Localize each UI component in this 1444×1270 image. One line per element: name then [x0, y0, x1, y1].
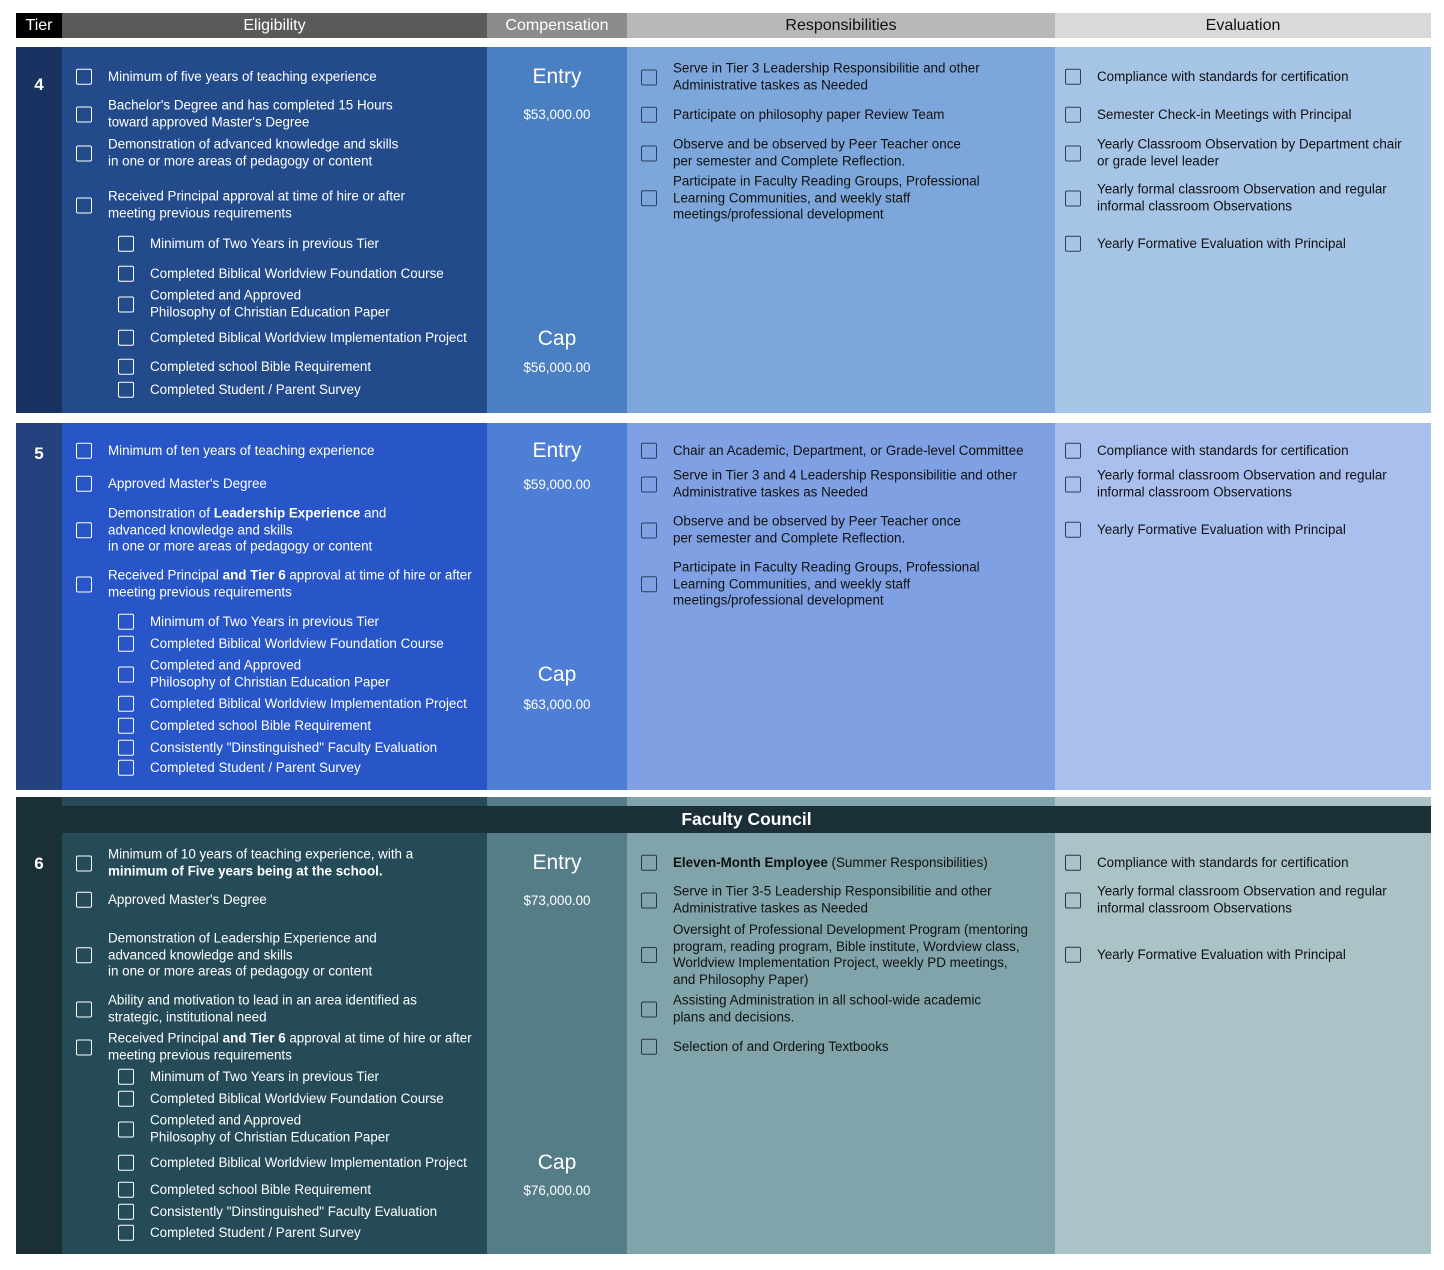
banner-strip [487, 797, 627, 806]
tier-5-band [16, 423, 1431, 790]
checkbox[interactable] [641, 145, 657, 161]
responsibility-item [641, 137, 961, 170]
checkbox[interactable] [118, 636, 134, 652]
tier-6-compensation [487, 797, 627, 1254]
eligibility-item [76, 993, 417, 1026]
eligibility-item [118, 658, 390, 691]
header-eligibility: Eligibility [62, 13, 487, 38]
checkbox[interactable] [641, 190, 657, 206]
cap-label: Cap [537, 1151, 577, 1174]
entry-value: $73,000.00 [523, 893, 591, 908]
eligibility-item-text: Completed Biblical Worldview Implementation Project [150, 1154, 467, 1170]
cap-value: $76,000.00 [523, 1183, 591, 1198]
tier-6-eligibility [62, 797, 487, 1254]
eligibility-item-text: Completed Biblical Worldview Implementation Project [150, 695, 467, 711]
tier-4-compensation [487, 47, 627, 413]
checkbox[interactable] [118, 382, 134, 398]
eligibility-item [118, 1225, 361, 1242]
tier-5-evaluation [1055, 423, 1431, 790]
checkbox[interactable] [1065, 443, 1081, 459]
tier-4-eligibility [62, 47, 487, 413]
eligibility-item-text: Demonstration of advanced knowledge and skills in one or more areas of pedagogy or content [108, 136, 399, 168]
eligibility-item-text: Completed school Bible Requirement [150, 1181, 372, 1197]
eligibility-item-text: Received Principal approval at time of hire or after meeting previous requirements [108, 188, 405, 220]
eligibility-item-text: Minimum of Two Years in previous Tier [150, 613, 379, 629]
checkbox[interactable] [118, 1155, 134, 1171]
checkbox[interactable] [1065, 947, 1081, 963]
entry-label: Entry [532, 439, 582, 462]
tier-5-number: 5 [34, 444, 44, 463]
tier-5-responsibilities [627, 423, 1055, 790]
eligibility-item [118, 696, 467, 713]
tier-6-number: 6 [34, 854, 44, 873]
eligibility-item [118, 1113, 390, 1146]
checkbox[interactable] [641, 107, 657, 123]
checkbox[interactable] [76, 197, 92, 213]
responsibility-item [641, 443, 1024, 460]
eligibility-item-text: Consistently "Dinstinguished" Faculty Evaluation [150, 1203, 438, 1219]
checkbox[interactable] [76, 106, 92, 122]
cap-value: $63,000.00 [523, 697, 591, 712]
checkbox[interactable] [1065, 892, 1081, 908]
checkbox[interactable] [118, 1121, 134, 1137]
tier-4-evaluation [1055, 47, 1431, 413]
responsibility-item-text: Selection of and Ordering Textbooks [673, 1038, 889, 1054]
checkbox[interactable] [118, 359, 134, 375]
responsibility-item-text: Assisting Administration in all school-wide academic plans and decisions. [673, 992, 982, 1024]
eligibility-item-text: Completed Biblical Worldview Foundation Course [150, 635, 444, 651]
responsibility-item [641, 468, 1017, 501]
checkbox[interactable] [1065, 145, 1081, 161]
checkbox[interactable] [76, 476, 92, 492]
evaluation-item-text: Yearly Formative Evaluation with Principal [1097, 521, 1346, 537]
eligibility-item-text: Completed school Bible Requirement [150, 717, 372, 733]
eligibility-item-text: Approved Master's Degree [108, 475, 267, 491]
eligibility-item [76, 847, 413, 880]
eligibility-item-text: Completed and Approved Philosophy of Christian Education Paper [150, 287, 390, 319]
eligibility-item [76, 189, 405, 222]
responsibility-item-text: Participate in Faculty Reading Groups, Professional Learning Communities, and weekly staff meetings/professional development [673, 559, 980, 608]
checkbox[interactable] [1065, 855, 1081, 871]
eligibility-item-text: Completed Biblical Worldview Foundation Course [150, 265, 444, 281]
evaluation-item [1065, 69, 1349, 86]
checkbox[interactable] [118, 296, 134, 312]
checkbox[interactable] [76, 69, 92, 85]
checkbox[interactable] [641, 476, 657, 492]
checkbox[interactable] [76, 892, 92, 908]
eligibility-item [76, 1031, 472, 1064]
faculty-council-banner: Faculty Council [62, 806, 1431, 833]
checkbox[interactable] [118, 1182, 134, 1198]
cap-label: Cap [537, 663, 577, 686]
checkbox[interactable] [118, 614, 134, 630]
evaluation-item [1065, 855, 1349, 872]
evaluation-item [1065, 522, 1346, 539]
eligibility-item-text: Minimum of Two Years in previous Tier [150, 235, 379, 251]
header-tier: Tier [16, 13, 62, 38]
evaluation-item-text: Yearly formal classroom Observation and regular informal classroom Observations [1097, 467, 1387, 499]
evaluation-item [1065, 884, 1387, 917]
checkbox[interactable] [76, 145, 92, 161]
evaluation-item-text: Yearly formal classroom Observation and regular informal classroom Observations [1097, 181, 1387, 213]
eligibility-item-text: Approved Master's Degree [108, 891, 267, 907]
checkbox[interactable] [641, 522, 657, 538]
checkbox[interactable] [118, 666, 134, 682]
eligibility-item-text: Minimum of Two Years in previous Tier [150, 1068, 379, 1084]
eligibility-item [76, 930, 377, 980]
responsibility-item-text: Serve in Tier 3-5 Leadership Responsibilitie and other Administrative taskes as Needed [673, 883, 992, 915]
banner-strip [62, 797, 487, 806]
eligibility-item-text: Received Principal and Tier 6 approval at time of hire or after meeting previous requirements [108, 567, 472, 599]
eligibility-item [118, 740, 437, 757]
tier-5-compensation [487, 423, 627, 790]
header-evaluation: Evaluation [1055, 13, 1431, 38]
eligibility-item [76, 476, 267, 493]
evaluation-item-text: Compliance with standards for certification [1097, 442, 1349, 458]
eligibility-item [76, 505, 386, 555]
checkbox[interactable] [1065, 69, 1081, 85]
eligibility-item [76, 892, 267, 909]
checkbox[interactable] [118, 330, 134, 346]
checkbox[interactable] [118, 1204, 134, 1220]
checkbox[interactable] [641, 892, 657, 908]
cap-value: $56,000.00 [523, 360, 591, 375]
tier-4-responsibilities [627, 47, 1055, 413]
eligibility-item [118, 359, 371, 376]
evaluation-item-text: Compliance with standards for certification [1097, 68, 1349, 84]
checkbox[interactable] [1065, 107, 1081, 123]
responsibility-item [641, 559, 980, 609]
eligibility-item [118, 266, 444, 283]
eligibility-item-text: Consistently "Dinstinguished" Faculty Evaluation [150, 739, 438, 755]
checkbox[interactable] [118, 266, 134, 282]
responsibility-item [641, 922, 1028, 988]
eligibility-item [118, 1091, 444, 1108]
evaluation-item [1065, 947, 1346, 964]
checkbox[interactable] [1065, 190, 1081, 206]
eligibility-item [118, 614, 379, 631]
responsibility-item [641, 61, 980, 94]
tier-6-evaluation [1055, 797, 1431, 1254]
evaluation-item-text: Semester Check-in Meetings with Principal [1097, 106, 1352, 122]
checkbox[interactable] [76, 947, 92, 963]
entry-value: $59,000.00 [523, 477, 591, 492]
eligibility-item-text: Demonstration of Leadership Experience and advanced knowledge and skills in one or more areas of pedagogy or content [108, 930, 377, 979]
responsibility-item-text: Observe and be observed by Peer Teacher once per semester and Complete Reflection. [673, 136, 961, 168]
checkbox[interactable] [641, 69, 657, 85]
checkbox[interactable] [641, 443, 657, 459]
checkbox[interactable] [118, 718, 134, 734]
eligibility-item [118, 382, 361, 399]
evaluation-item-text: Yearly formal classroom Observation and regular informal classroom Observations [1097, 883, 1387, 915]
evaluation-item [1065, 107, 1352, 124]
eligibility-item-text: Minimum of ten years of teaching experience [108, 442, 375, 458]
eligibility-item [118, 1069, 379, 1086]
responsibility-item-text: Participate on philosophy paper Review Team [673, 106, 945, 122]
eligibility-item-text: Demonstration of Leadership Experience and advanced knowledge and skills in one or more areas of pedagogy or content [108, 505, 387, 554]
checkbox[interactable] [641, 576, 657, 592]
checkbox[interactable] [118, 1069, 134, 1085]
eligibility-item-text: Completed Biblical Worldview Foundation Course [150, 1090, 444, 1106]
eligibility-item-text: Bachelor's Degree and has completed 15 Hours toward approved Master's Degree [108, 97, 393, 129]
checkbox[interactable] [641, 947, 657, 963]
checkbox[interactable] [118, 1091, 134, 1107]
responsibility-item [641, 514, 961, 547]
evaluation-item [1065, 443, 1349, 460]
responsibility-item-text: Serve in Tier 3 Leadership Responsibilitie and other Administrative taskes as Needed [673, 60, 980, 92]
evaluation-item-text: Yearly Classroom Observation by Department chair or grade level leader [1097, 136, 1402, 168]
eligibility-item-text: Minimum of 10 years of teaching experience, with a minimum of Five years being at the school. [108, 846, 414, 878]
checkbox[interactable] [76, 1001, 92, 1017]
evaluation-item-text: Yearly Formative Evaluation with Principal [1097, 946, 1346, 962]
eligibility-item-text: Completed and Approved Philosophy of Christian Education Paper [150, 1112, 390, 1144]
responsibility-item [641, 855, 988, 872]
entry-label: Entry [532, 65, 582, 88]
eligibility-item [76, 98, 393, 131]
checkbox[interactable] [1065, 476, 1081, 492]
tier-6-band [16, 797, 1431, 1254]
eligibility-item-text: Received Principal and Tier 6 approval at time of hire or after meeting previous requirements [108, 1030, 472, 1062]
eligibility-item [76, 137, 398, 170]
entry-label: Entry [532, 851, 582, 874]
eligibility-item [118, 636, 444, 653]
header-responsibilities: Responsibilities [627, 13, 1055, 38]
tier-6-responsibilities [627, 797, 1055, 1254]
eligibility-item [118, 288, 390, 321]
responsibility-item [641, 107, 944, 124]
evaluation-item-text: Compliance with standards for certification [1097, 854, 1349, 870]
responsibility-item [641, 173, 980, 223]
eligibility-item-text: Completed Student / Parent Survey [150, 381, 361, 397]
banner-strip [1055, 797, 1431, 806]
responsibility-item-text: Observe and be observed by Peer Teacher once per semester and Complete Reflection. [673, 513, 961, 545]
responsibility-item [641, 1039, 889, 1056]
checkbox[interactable] [76, 1039, 92, 1055]
eligibility-item [118, 1155, 467, 1172]
evaluation-item [1065, 468, 1387, 501]
checkbox[interactable] [118, 696, 134, 712]
checkbox[interactable] [76, 522, 92, 538]
checkbox[interactable] [641, 1001, 657, 1017]
evaluation-item-text: Yearly Formative Evaluation with Principal [1097, 235, 1346, 251]
checkbox[interactable] [118, 1225, 134, 1241]
eligibility-item [76, 568, 472, 601]
eligibility-item [118, 236, 379, 253]
header-compensation: Compensation [487, 13, 627, 38]
eligibility-item [118, 760, 361, 777]
checkbox[interactable] [76, 576, 92, 592]
evaluation-item [1065, 182, 1387, 215]
responsibility-item-text: Serve in Tier 3 and 4 Leadership Responsibilitie and other Administrative taskes as Needed [673, 467, 1017, 499]
evaluation-item [1065, 137, 1402, 170]
checkbox[interactable] [118, 740, 134, 756]
tier-5-eligibility [62, 423, 487, 790]
banner-strip [627, 797, 1055, 806]
entry-value: $53,000.00 [523, 107, 591, 122]
tier-6-column [16, 797, 62, 1254]
eligibility-item-text: Completed school Bible Requirement [150, 358, 372, 374]
eligibility-item [118, 1182, 371, 1199]
tier-4-column [16, 47, 62, 413]
responsibility-item [641, 993, 981, 1026]
eligibility-item-text: Completed and Approved Philosophy of Christian Education Paper [150, 657, 390, 689]
checkbox[interactable] [641, 1039, 657, 1055]
responsibility-item [641, 884, 992, 917]
eligibility-item-text: Completed Student / Parent Survey [150, 1224, 361, 1240]
checkbox[interactable] [1065, 522, 1081, 538]
tier-4-band [16, 47, 1431, 413]
eligibility-item-text: Minimum of five years of teaching experience [108, 68, 377, 84]
tier-5-column [16, 423, 62, 790]
evaluation-item [1065, 236, 1346, 253]
eligibility-item [76, 69, 377, 86]
eligibility-item [76, 443, 374, 460]
eligibility-item-text: Completed Student / Parent Survey [150, 759, 361, 775]
tier-4-number: 4 [34, 75, 44, 94]
responsibility-item-text: Oversight of Professional Development Program (mentoring program, reading program, Bible institute, Wordview class, Worldview Implementation Project, weekly PD meetings, and Philosophy Paper) [673, 922, 1029, 987]
checkbox[interactable] [641, 855, 657, 871]
responsibility-item-text: Eleven-Month Employee (Summer Responsibilities) [673, 854, 988, 870]
checkbox[interactable] [118, 760, 134, 776]
eligibility-item [118, 718, 371, 735]
eligibility-item [118, 1204, 437, 1221]
eligibility-item-text: Ability and motivation to lead in an area identified as strategic, institutional need [108, 992, 417, 1024]
responsibility-item-text: Participate in Faculty Reading Groups, Professional Learning Communities, and weekly staff meetings/professional development [673, 173, 980, 222]
eligibility-item-text: Completed Biblical Worldview Implementation Project [150, 329, 467, 345]
eligibility-item [118, 330, 467, 347]
checkbox[interactable] [118, 236, 134, 252]
checkbox[interactable] [1065, 236, 1081, 252]
checkbox[interactable] [76, 855, 92, 871]
cap-label: Cap [537, 327, 577, 350]
checkbox[interactable] [76, 443, 92, 459]
responsibility-item-text: Chair an Academic, Department, or Grade-level Committee [673, 442, 1024, 458]
